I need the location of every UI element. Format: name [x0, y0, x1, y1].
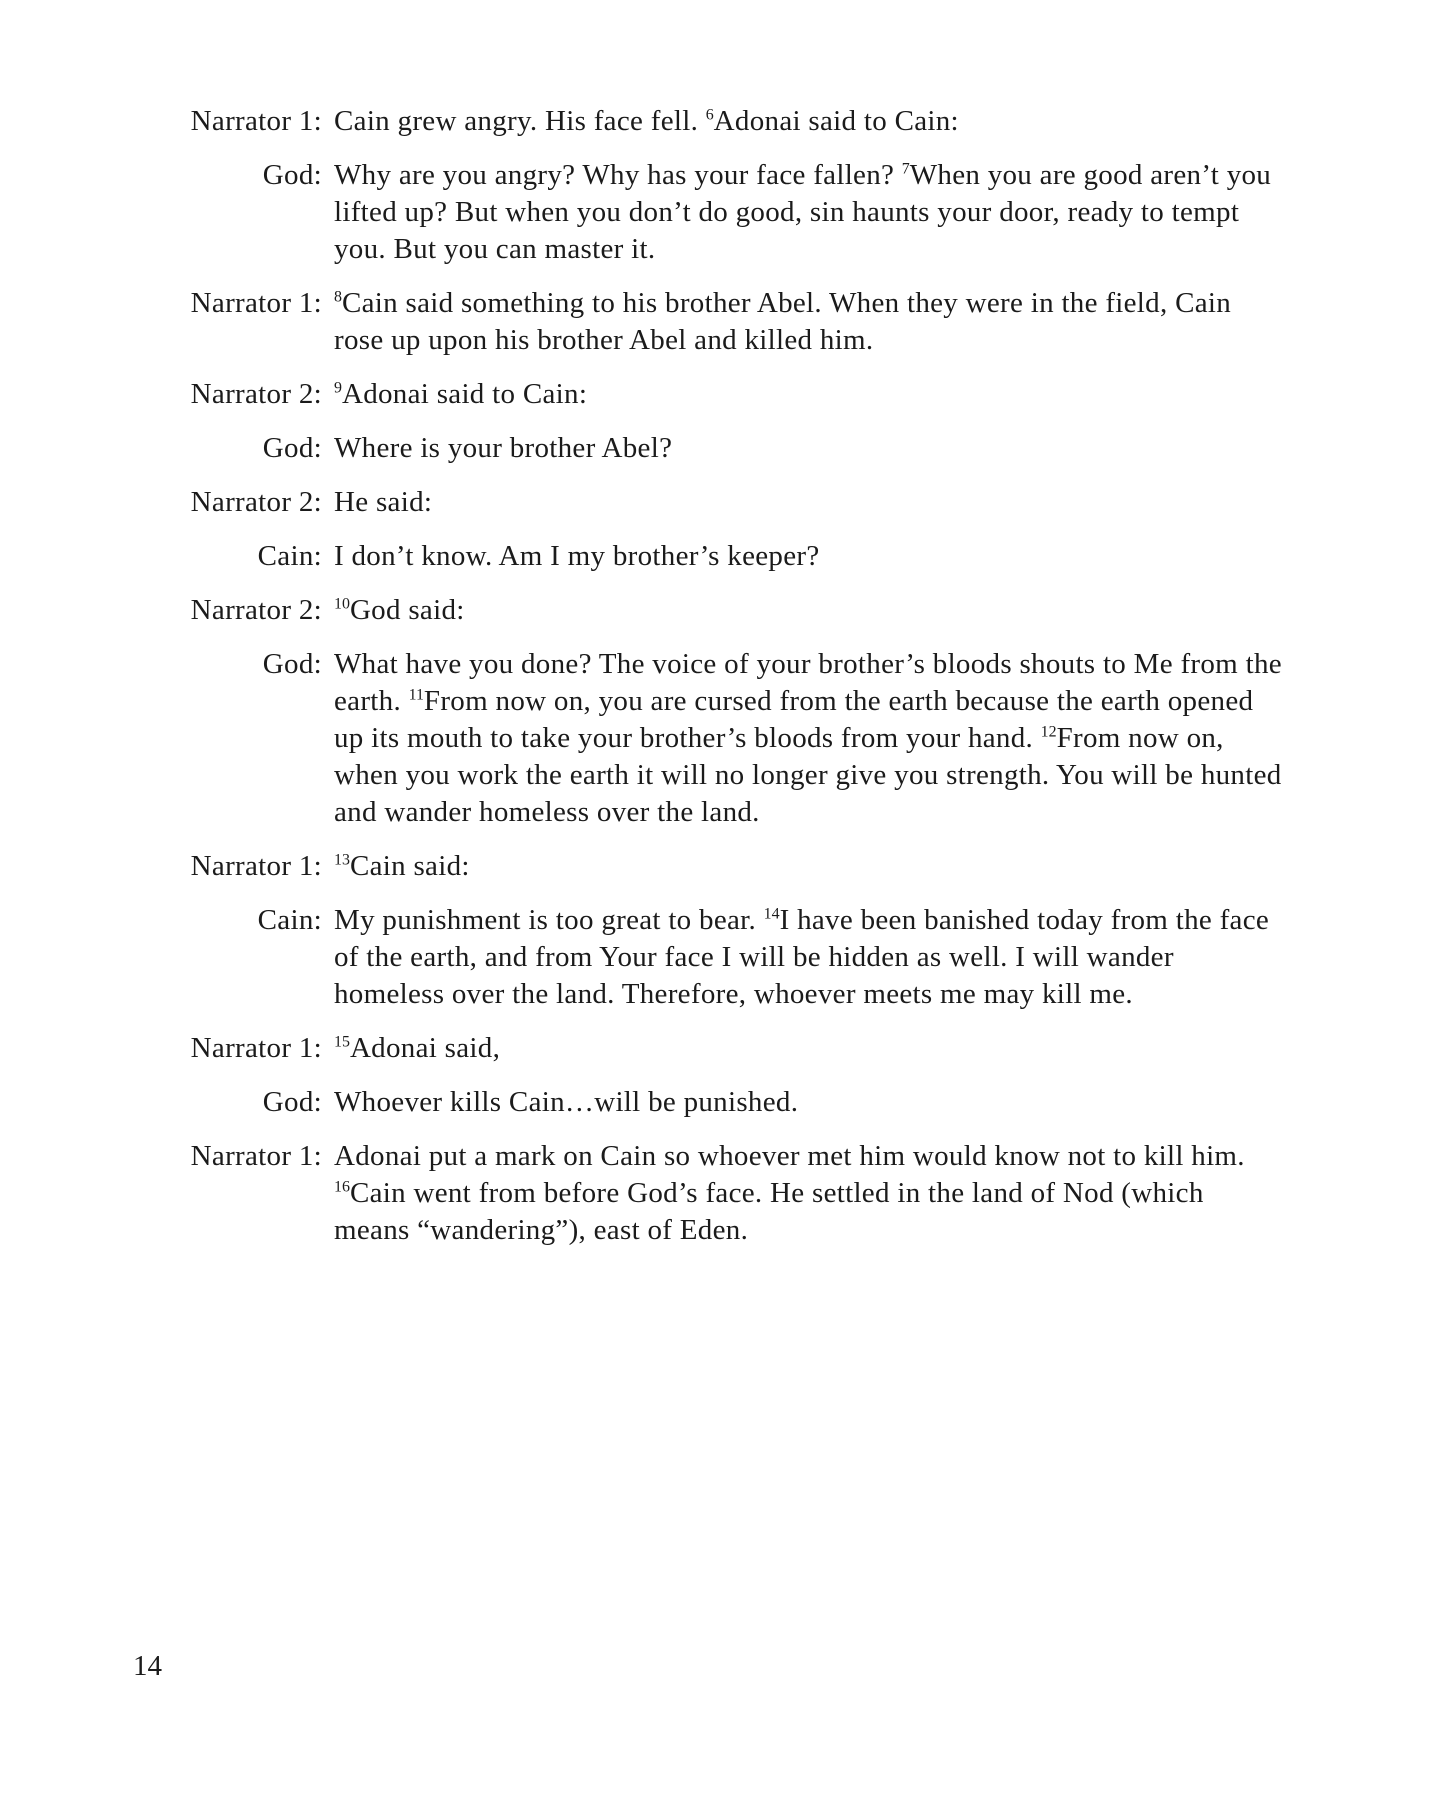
speaker-label: Narrator 2:: [190, 486, 322, 518]
dialogue-row: [135, 157, 1325, 268]
verse-number: 8: [334, 288, 342, 306]
speaker-label: Narrator 2:: [190, 378, 322, 410]
verse-number: 9: [334, 379, 342, 397]
speech-text: What have you done? The voice of your brother’s bloods shouts to Me from the earth. $^{11}$From now on, you are cursed from the earth because the earth opened up its mouth to take your brother’s bloods from your hand. $^{12}$From now on, when you work the earth it will no longer give you strength. You will be hunted and wander homeless over the land.: [334, 648, 1282, 828]
dialogue-row: [135, 376, 1325, 413]
speech-text: Adonai put a mark on Cain so whoever met him would know not to kill him. $^{16}$Cain went from before God’s face. He settled in the land of Nod (which means “wandering”), east of Eden.: [334, 1140, 1245, 1246]
speech-text: Whoever kills Cain…will be punished.: [334, 1086, 799, 1118]
verse-number: 12: [1040, 723, 1057, 741]
verse-number: 11: [408, 686, 424, 704]
dialogue-row: [135, 646, 1325, 831]
verse-number: 7: [901, 160, 910, 178]
speaker-label: Narrator 1:: [190, 1140, 322, 1172]
speaker-label: God:: [262, 1086, 322, 1118]
dialogue-row: [135, 430, 1325, 467]
dialogue-row: [135, 103, 1325, 140]
speaker-label: Narrator 1:: [190, 105, 322, 137]
speech-text: $^8$Cain said something to his brother Abel. When they were in the field, Cain rose up upon his brother Abel and killed him.: [334, 287, 1232, 356]
speaker-label: Cain:: [257, 540, 322, 572]
dialogue-row: [135, 538, 1325, 575]
page-number: 14: [133, 1650, 162, 1682]
verse-number: 13: [334, 851, 350, 869]
speech-text: $^9$Adonai said to Cain:: [334, 378, 588, 410]
verse-number: 10: [334, 595, 350, 613]
speech-text: $^{13}$Cain said:: [334, 850, 470, 882]
dialogue-row: [135, 592, 1325, 629]
speech-text: $^{10}$God said:: [334, 594, 465, 626]
dialogue-row: [135, 1138, 1325, 1249]
speaker-label: God:: [262, 648, 322, 680]
dialogue-row: [135, 1084, 1325, 1121]
speaker-label: Narrator 1:: [190, 1032, 322, 1064]
dialogue-row: [135, 848, 1325, 885]
speaker-label: Narrator 1:: [190, 287, 322, 319]
speech-text: He said:: [334, 486, 433, 518]
speech-text: $^{15}$Adonai said,: [334, 1032, 501, 1064]
dialogue-list: [135, 103, 1325, 1266]
dialogue-row: [135, 484, 1325, 521]
dialogue-row: [135, 285, 1325, 359]
speech-text: Why are you angry? Why has your face fallen? $^7$When you are good aren’t you lifted up? But when you don’t do good, sin haunts your door, ready to tempt you. But you can master it.: [334, 159, 1272, 265]
speaker-label: God:: [262, 432, 322, 464]
speaker-label: Cain:: [257, 904, 322, 936]
verse-number: 15: [334, 1033, 350, 1051]
speech-text: My punishment is too great to bear. $^{14}$I have been banished today from the face of the earth, and from Your face I will be hidden as well. I will wander homeless over the land. Therefore, whoever meets me may kill me.: [334, 904, 1270, 1010]
speech-text: Where is your brother Abel?: [334, 432, 673, 464]
verse-number: 6: [705, 106, 714, 124]
speech-text: Cain grew angry. His face fell. $^6$Adonai said to Cain:: [334, 105, 959, 137]
speaker-label: God:: [262, 159, 322, 191]
verse-number: 16: [334, 1178, 350, 1196]
speech-text: I don’t know. Am I my brother’s keeper?: [334, 540, 820, 572]
speaker-label: Narrator 2:: [190, 594, 322, 626]
dialogue-row: [135, 1030, 1325, 1067]
dialogue-row: [135, 902, 1325, 1013]
speaker-label: Narrator 1:: [190, 850, 322, 882]
verse-number: 14: [763, 905, 780, 923]
